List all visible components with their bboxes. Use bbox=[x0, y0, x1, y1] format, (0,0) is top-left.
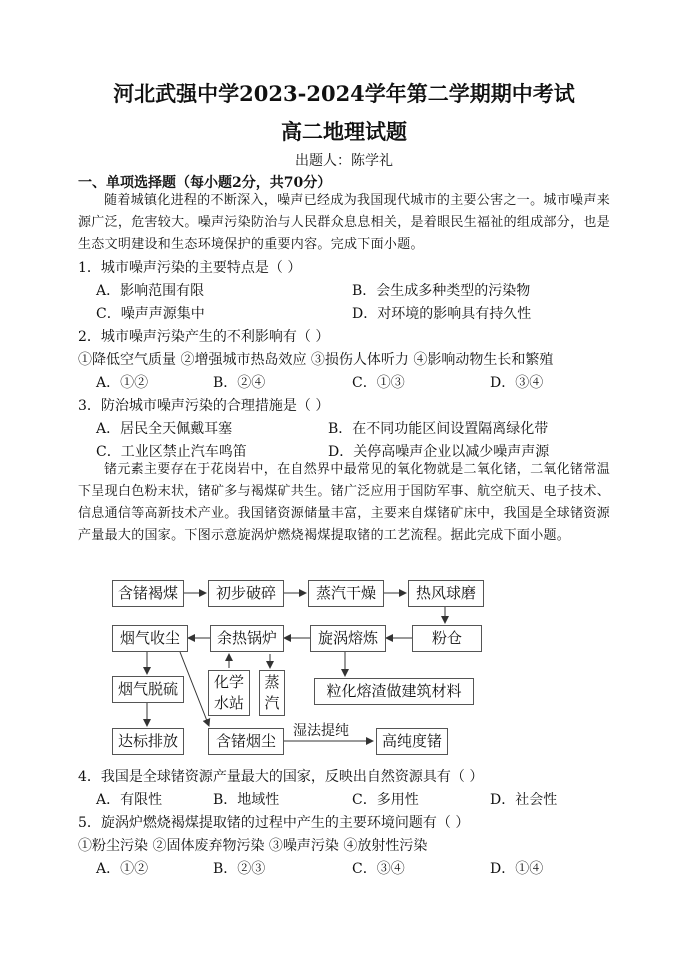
question-5-stem: 5．旋涡炉燃烧褐煤提取锗的过程中产生的主要环境问题有（ ） bbox=[78, 815, 470, 831]
question-5-option-d[interactable]: D．①④ bbox=[490, 861, 544, 877]
flow-node-steam-line2: 汽 bbox=[264, 694, 280, 712]
question-4-stem: 4．我国是全球锗资源产量最大的国家，反映出自然资源具有（ ） bbox=[78, 769, 484, 785]
question-1-option-a[interactable]: A．影响范围有限 bbox=[96, 283, 205, 299]
flow-node-steam bbox=[259, 670, 285, 716]
flow-node-lignite: 含锗褐煤 bbox=[112, 580, 184, 607]
flow-node-crushing: 初步破碎 bbox=[208, 580, 284, 607]
intro-passage-noise: 随着城镇化进程的不断深入，噪声已经成为我国现代城市的主要公害之一。城市噪声来源广泛，危害较大。噪声污染防治与人民群众息息相关，是着眼民生福祉的组成部分，也是生态文明建设和生态环境保护的重要内容。完成下面小题。 bbox=[78, 193, 611, 252]
question-3-stem: 3．防治城市噪声污染的合理措施是（ ） bbox=[78, 398, 330, 414]
flow-node-waste-heat-boiler: 余热锅炉 bbox=[210, 625, 284, 652]
flow-node-chemical-water-station-line1: 化学 bbox=[213, 673, 244, 691]
flow-node-ball-mill: 热风球磨 bbox=[408, 580, 484, 607]
question-4-option-d[interactable]: D．社会性 bbox=[490, 792, 558, 808]
question-5-option-c[interactable]: C．③④ bbox=[352, 861, 405, 877]
question-2-option-a[interactable]: A．①② bbox=[96, 375, 149, 391]
question-2-option-c[interactable]: C．①③ bbox=[352, 375, 405, 391]
question-3-option-b[interactable]: B．在不同功能区间设置隔离绿化带 bbox=[328, 421, 549, 437]
section-heading: 一、单项选择题（每小题2分，共70分） bbox=[78, 175, 332, 191]
flow-node-chemical-water-station-line2: 水站 bbox=[213, 694, 244, 712]
flow-node-compliant-emission: 达标排放 bbox=[112, 728, 184, 755]
exam-title: 河北武强中学2023-2024学年第二学期期中考试 bbox=[113, 81, 575, 106]
arrow-n8-n14 bbox=[180, 652, 209, 726]
flow-edge-label-wet-purification: 湿法提纯 bbox=[293, 723, 349, 739]
flow-node-steam-line1: 蒸 bbox=[264, 673, 280, 691]
question-1-option-d[interactable]: D．对环境的影响具有持久性 bbox=[352, 306, 532, 322]
flow-node-slag-building-material: 粒化熔渣做建筑材料 bbox=[314, 678, 474, 705]
question-2-option-d[interactable]: D．③④ bbox=[490, 375, 544, 391]
question-2-option-b[interactable]: B．②④ bbox=[213, 375, 266, 391]
question-1-option-b[interactable]: B．会生成多种类型的污染物 bbox=[352, 283, 531, 299]
question-5-items: ①粉尘污染 ②固体废弃物污染 ③噪声污染 ④放射性污染 bbox=[78, 838, 428, 854]
question-2-stem: 2．城市噪声污染产生的不利影响有（ ） bbox=[78, 329, 330, 345]
flow-node-flue-desulfurization: 烟气脱硫 bbox=[112, 676, 184, 703]
flow-node-steam-drying: 蒸汽干燥 bbox=[308, 580, 384, 607]
flow-node-powder-bin: 粉仓 bbox=[412, 625, 482, 652]
question-4-option-c[interactable]: C．多用性 bbox=[352, 792, 419, 808]
question-4-option-a[interactable]: A．有限性 bbox=[96, 792, 163, 808]
question-3-option-d[interactable]: D．关停高噪声企业以减少噪声声源 bbox=[328, 444, 550, 460]
question-1-option-c[interactable]: C．噪声声源集中 bbox=[96, 306, 205, 322]
question-5-option-b[interactable]: B．②③ bbox=[213, 861, 266, 877]
flow-node-chemical-water-station bbox=[208, 670, 250, 716]
flow-node-high-purity-germanium: 高纯度锗 bbox=[376, 728, 448, 755]
question-4-option-b[interactable]: B．地域性 bbox=[213, 792, 280, 808]
flow-node-germanium-dust: 含锗烟尘 bbox=[208, 728, 284, 755]
question-1-stem: 1．城市噪声污染的主要特点是（ ） bbox=[78, 260, 302, 276]
question-2-items: ①降低空气质量 ②增强城市热岛效应 ③损伤人体听力 ④影响动物生长和繁殖 bbox=[78, 352, 554, 368]
intro-passage-germanium: 锗元素主要存在于花岗岩中，在自然界中最常见的氧化物就是二氧化锗，二氧化锗常温下呈现白色粉末状，锗矿多与褐煤矿共生。锗广泛应用于国防军事、航空航天、电子技术、信息通信等高新技术产业。我国锗资源储量丰富，主要来自煤锗矿床中，我国是全球锗资源产量最大的国家。下图示意旋涡炉燃烧褐煤提取锗的工艺流程。据此完成下面小题。 bbox=[78, 462, 611, 543]
flow-node-flue-dust-collection: 烟气收尘 bbox=[112, 625, 188, 652]
flow-node-cyclone-smelting: 旋涡熔炼 bbox=[310, 625, 386, 652]
question-5-option-a[interactable]: A．①② bbox=[96, 861, 149, 877]
exam-subtitle: 高二地理试题 bbox=[281, 119, 407, 144]
question-3-option-c[interactable]: C．工业区禁止汽车鸣笛 bbox=[96, 444, 247, 460]
question-3-option-a[interactable]: A．居民全天佩戴耳塞 bbox=[96, 421, 233, 437]
author-line: 出题人：陈学礼 bbox=[295, 153, 393, 169]
